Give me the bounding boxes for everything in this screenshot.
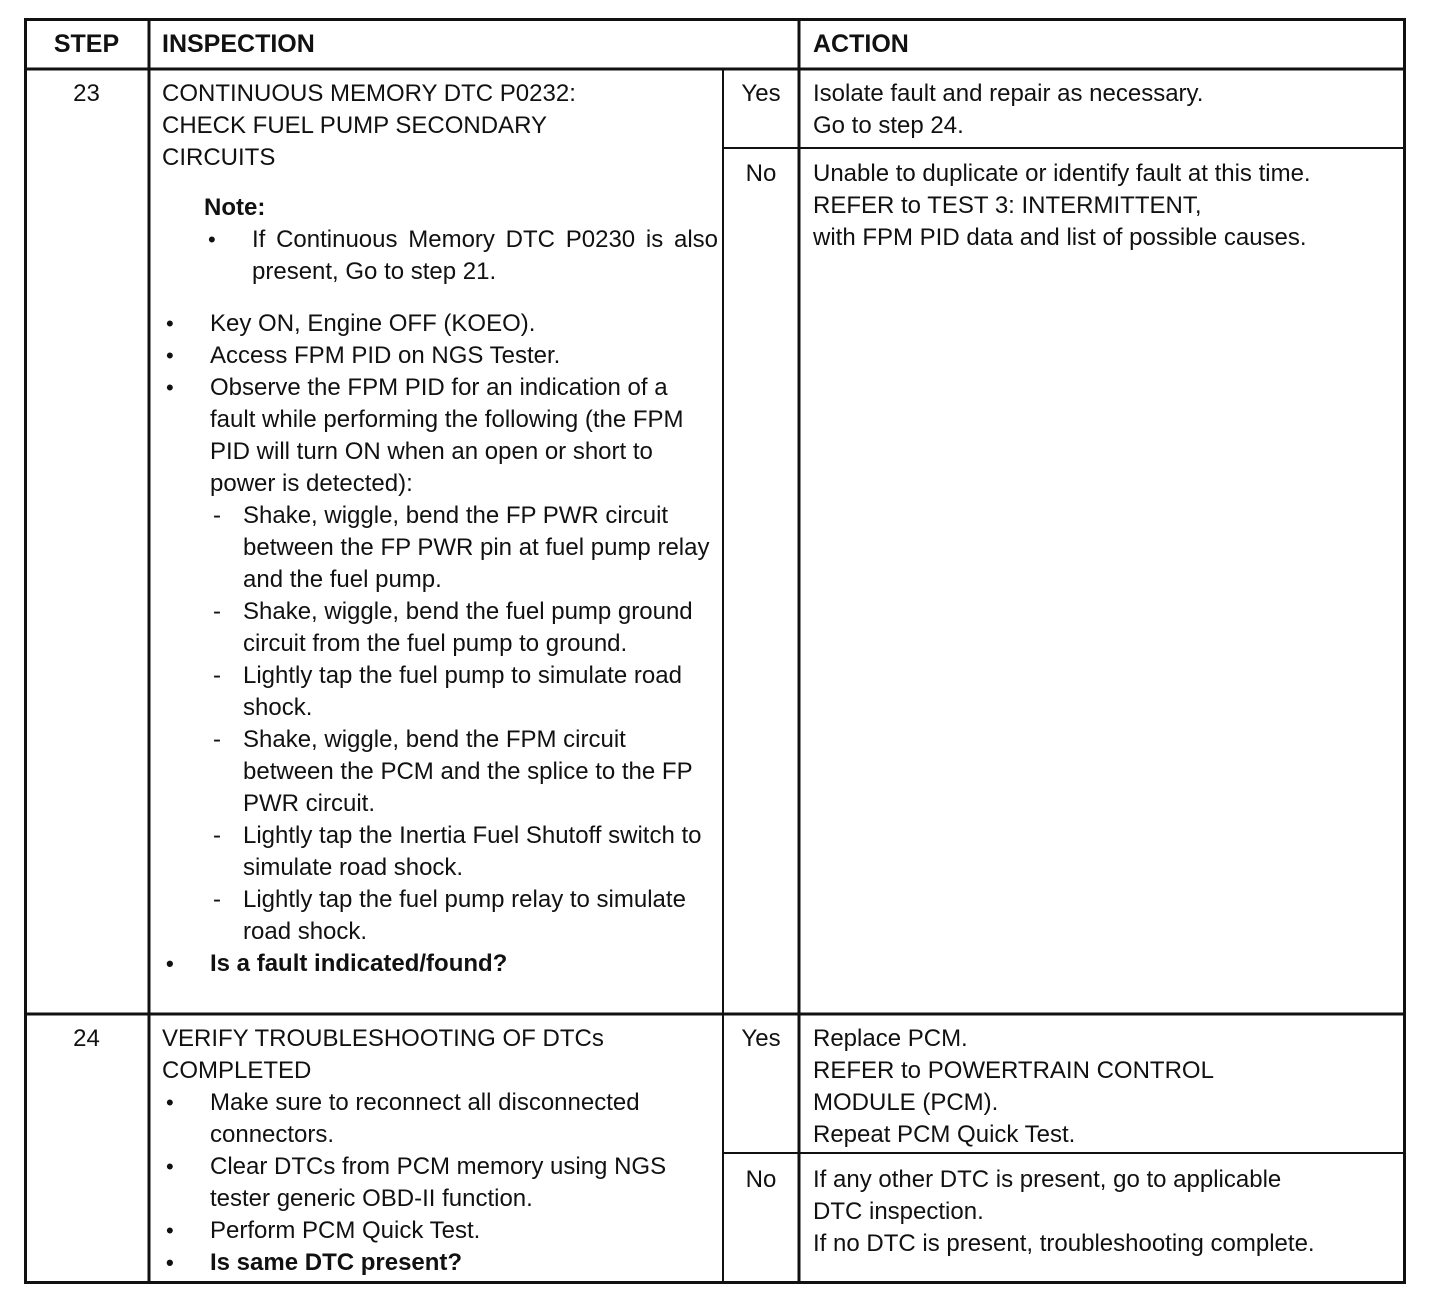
sub-list-item: - Shake, wiggle, bend the FPM circuit between the PCM and the splice to the FP PWR circuit. xyxy=(210,724,718,820)
header-action: ACTION xyxy=(813,30,909,58)
title-line: CIRCUITS xyxy=(162,144,276,171)
action-line: Unable to duplicate or identify fault at this time. xyxy=(813,160,1311,187)
action-line: Repeat PCM Quick Test. xyxy=(813,1121,1076,1148)
yes-action xyxy=(813,78,1398,142)
inspection-title xyxy=(162,78,718,174)
yes-label: Yes xyxy=(741,1025,781,1052)
note-item: • If Continuous Memory DTC P0230 is also present, Go to step 21. xyxy=(204,224,718,288)
list-item: • Perform PCM Quick Test. xyxy=(162,1215,718,1247)
inspection-cell xyxy=(162,78,718,980)
list-item: • Access FPM PID on NGS Tester. xyxy=(162,340,718,372)
no-label: No xyxy=(745,160,777,187)
action-line: Go to step 24. xyxy=(813,112,964,139)
action-line: Isolate fault and repair as necessary. xyxy=(813,80,1204,107)
title-line: VERIFY TROUBLESHOOTING OF DTCs xyxy=(162,1025,604,1052)
action-line: with FPM PID data and list of possible causes. xyxy=(813,224,1307,251)
inspection-title xyxy=(162,1023,718,1087)
no-action xyxy=(813,158,1398,254)
list-item-text: Observe the FPM PID for an indication of a fault while performing the following (the FPM PID will turn ON when an open or short to power is detected): xyxy=(210,374,684,497)
list-item: • Clear DTCs from PCM memory using NGS tester generic OBD-II function. xyxy=(162,1151,718,1215)
step-bullet-list xyxy=(162,1087,718,1279)
action-line: REFER to POWERTRAIN CONTROL xyxy=(813,1057,1214,1084)
sub-list-item: - Lightly tap the fuel pump relay to simulate road shock. xyxy=(210,884,718,948)
note-label: Note: xyxy=(204,194,266,221)
action-line: REFER to TEST 3: INTERMITTENT, xyxy=(813,192,1202,219)
action-line: If any other DTC is present, go to applicable xyxy=(813,1166,1282,1193)
step-bullet-list xyxy=(162,308,718,980)
no-action xyxy=(813,1164,1398,1260)
list-item xyxy=(162,372,718,948)
note-list xyxy=(204,224,718,288)
action-line: If no DTC is present, troubleshooting complete. xyxy=(813,1230,1315,1257)
yes-action xyxy=(813,1023,1398,1151)
header-inspection: INSPECTION xyxy=(162,30,315,58)
action-line: MODULE (PCM). xyxy=(813,1089,999,1116)
note-block xyxy=(204,192,718,288)
question-item: • Is a fault indicated/found? xyxy=(162,948,718,980)
header-step: STEP xyxy=(53,30,120,58)
question-item: • Is same DTC present? xyxy=(162,1247,718,1279)
action-line: Replace PCM. xyxy=(813,1025,968,1052)
no-label: No xyxy=(745,1166,777,1193)
sub-list xyxy=(210,500,718,948)
list-item: • Key ON, Engine OFF (KOEO). xyxy=(162,308,718,340)
sub-list-item: - Shake, wiggle, bend the FP PWR circuit between the FP PWR pin at fuel pump relay and the fuel pump. xyxy=(210,500,718,596)
sub-list-item: - Shake, wiggle, bend the fuel pump ground circuit from the fuel pump to ground. xyxy=(210,596,718,660)
action-line: DTC inspection. xyxy=(813,1198,984,1225)
sub-list-item: - Lightly tap the Inertia Fuel Shutoff switch to simulate road shock. xyxy=(210,820,718,884)
step-number: 23 xyxy=(73,80,100,107)
sub-list-item: - Lightly tap the fuel pump to simulate road shock. xyxy=(210,660,718,724)
title-line: CONTINUOUS MEMORY DTC P0232: xyxy=(162,80,576,107)
title-line: CHECK FUEL PUMP SECONDARY xyxy=(162,112,547,139)
inspection-cell xyxy=(162,1023,718,1279)
list-item: • Make sure to reconnect all disconnected connectors. xyxy=(162,1087,718,1151)
title-line: COMPLETED xyxy=(162,1057,312,1084)
step-number: 24 xyxy=(73,1025,100,1052)
yes-label: Yes xyxy=(741,80,781,107)
